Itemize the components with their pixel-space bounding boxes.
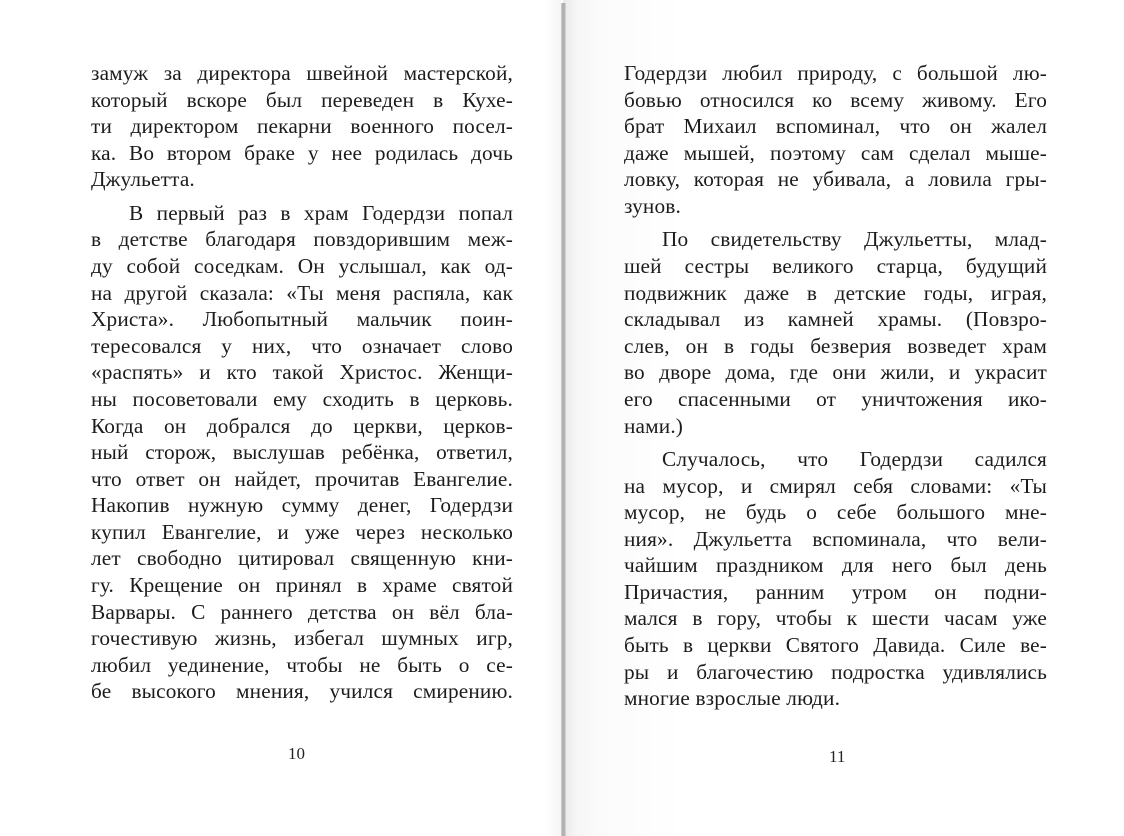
left-page-number: 10 (288, 744, 305, 763)
text-line: ловку, которая не убивала, а ловила гры- (624, 167, 1047, 192)
right-page (563, 0, 1124, 836)
text-line: ка. Во втором браке у нее родилась дочь (91, 140, 513, 165)
text-line: брат Михаил вспоминал, что он жалел (624, 114, 1047, 139)
text-line: Джульетта. (91, 167, 195, 192)
text-line: что ответ он найдет, прочитав Евангелие. (91, 466, 513, 491)
text-line: на мусор, и смирял себя словами: «Ты (624, 473, 1047, 498)
text-line: ны посоветовали ему сходить в церковь. (91, 386, 513, 411)
text-line: чайшим праздником для него был день (624, 553, 1047, 578)
text-line: многие взрослые люди. (624, 686, 841, 711)
text-line: зунов. (624, 193, 681, 218)
text-line: замуж за директора швейной мастерской, (91, 61, 513, 85)
text-line: Когда он добрался до церкви, церков- (91, 413, 513, 438)
text-line: тересовался у них, что означает слово (91, 333, 513, 358)
text-line: Христа». Любопытный мальчик поин- (91, 307, 513, 332)
text-line: мался в гору, чтобы к шести часам уже (624, 606, 1047, 631)
paragraph (624, 60, 1047, 220)
paragraph (624, 446, 1047, 712)
text-line: на другой сказала: «Ты меня распяла, как (91, 280, 513, 305)
text-line: в детстве благодаря повздорившим меж- (91, 227, 513, 252)
text-line: складывал из камней храмы. (Повзро- (624, 307, 1047, 332)
text-line: слев, он в годы безверия возведет храм (624, 333, 1047, 358)
text-line: который вскоре был переведен в Кухе- (91, 87, 513, 112)
text-line: Накопив нужную сумму денег, Годердзи (91, 493, 513, 518)
text-line: Годердзи любил природу, с большой лю- (624, 61, 1047, 85)
text-line: купил Евангелие, и уже через несколько (91, 519, 513, 544)
text-line: По свидетельству Джульетты, млад- (662, 227, 1047, 252)
text-line: ду собой соседкам. Он услышал, как од- (91, 253, 513, 278)
text-line: ния». Джульетта вспоминала, что вели- (624, 526, 1047, 551)
right-page-number: 11 (829, 747, 846, 766)
text-line: быть в церкви Святого Давида. Силе ве- (624, 633, 1047, 658)
text-line: шей сестры великого старца, будущий (624, 253, 1047, 278)
gutter-shadow (545, 0, 561, 836)
text-line: В первый раз в храм Годердзи попал (129, 200, 513, 225)
text-line: Варвары. С раннего детства он вёл бла- (91, 599, 513, 624)
text-line: Причастия, ранним утром он подни- (624, 579, 1047, 604)
text-line: мусор, не будь о себе большого мне- (624, 500, 1047, 525)
text-line: подвижник даже в детские годы, играя, (624, 280, 1047, 305)
paragraph (624, 226, 1047, 439)
text-line: бовью относился ко всему живому. Его (624, 87, 1047, 112)
text-line: ный сторож, выслушав ребёнка, ответил, (91, 440, 513, 465)
text-line: его спасенными от уничтожения ико- (624, 386, 1047, 411)
text-line: ти директором пекарни военного посел- (91, 114, 513, 139)
text-line: гу. Крещение он принял в храме святой (91, 573, 513, 598)
text-line: «распять» и кто такой Христос. Женщи- (91, 360, 513, 385)
text-line: бе высокого мнения, учился смирению. (91, 679, 513, 704)
right-page-text (624, 60, 1047, 719)
text-line: даже мышей, поэтому сам сделал мыше- (624, 140, 1047, 165)
text-line: во дворе дома, где они жили, и украсит (624, 360, 1047, 385)
text-line: лет свободно цитировал священную кни- (91, 546, 513, 571)
text-line: Случалось, что Годердзи садился (662, 446, 1047, 471)
text-line: нами.) (624, 413, 684, 438)
text-line: любил уединение, чтобы не быть о се- (91, 652, 513, 677)
left-page-text (91, 60, 513, 712)
book-gutter (561, 3, 566, 836)
text-line: ры и благочестию подростка удивлялись (624, 659, 1047, 684)
paragraph (91, 200, 513, 705)
paragraph (91, 60, 513, 193)
text-line: гочестивую жизнь, избегал шумных игр, (91, 626, 513, 651)
